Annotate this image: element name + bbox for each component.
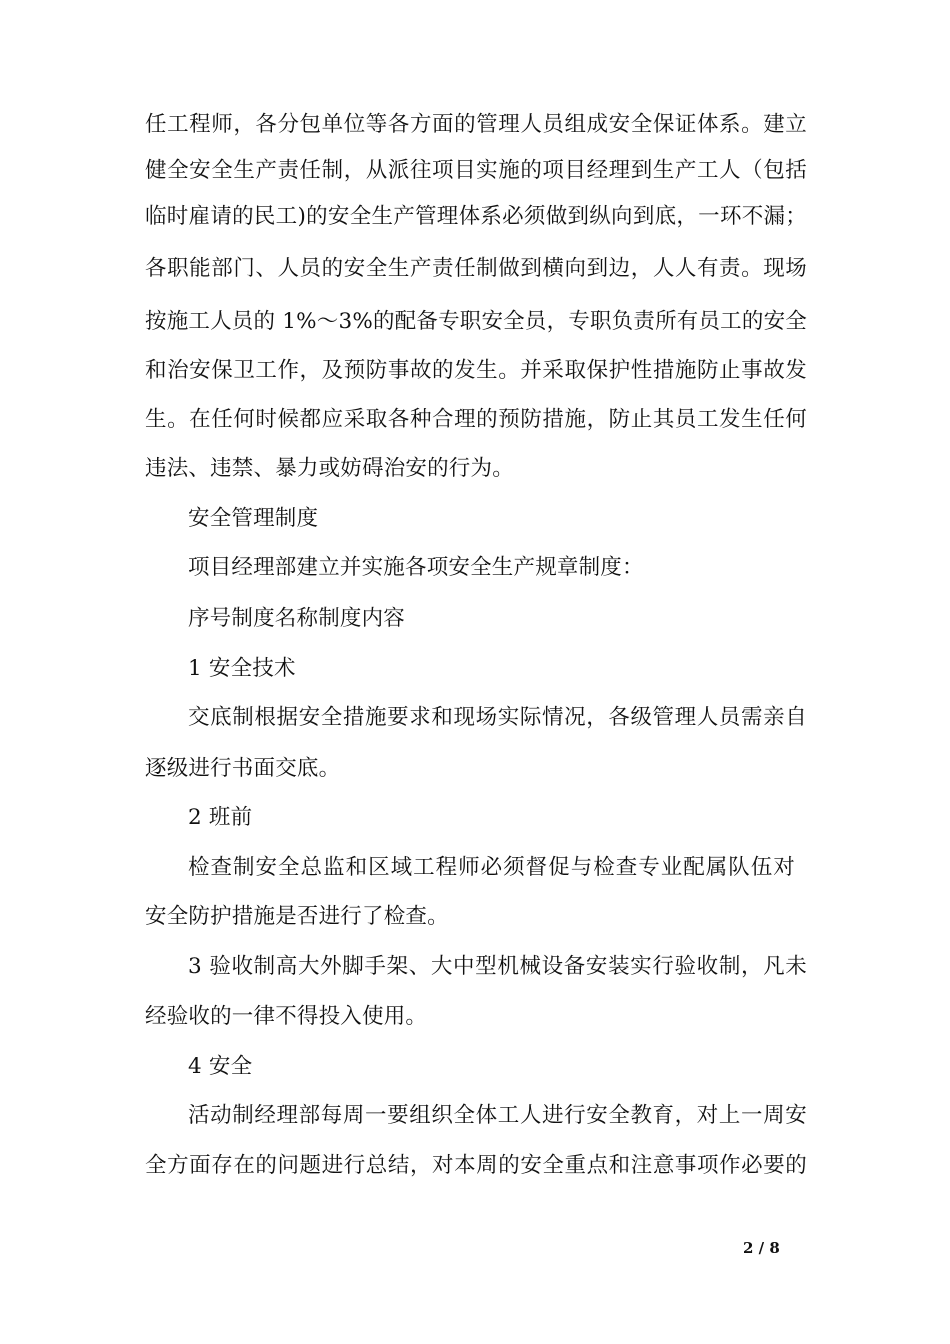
table-header-line: 序号制度名称制度内容 [188,606,406,631]
list-item-number: 2 班前 [188,805,253,830]
list-item-number: 4 安全 [188,1054,253,1079]
paragraph-line: 临时雇请的民工)的安全生产管理体系必须做到纵向到底，一环不漏； [145,204,807,229]
paragraph-line: 全方面存在的问题进行总结，对本周的安全重点和注意事项作必要的 [145,1153,807,1178]
paragraph-line: 和治安保卫工作，及预防事故的发生。并采取保护性措施防止事故发 [145,358,807,383]
paragraph-line: 生。在任何时候都应采取各种合理的预防措施，防止其员工发生任何 [145,407,807,432]
paragraph-line: 违法、违禁、暴力或妨碍治安的行为。 [145,456,514,481]
paragraph-line: 各职能部门、人员的安全生产责任制做到横向到边，人人有责。现场 [145,256,807,281]
paragraph-line: 逐级进行书面交底。 [145,756,341,781]
paragraph-line: 安全防护措施是否进行了检查。 [145,904,449,929]
paragraph-line: 活动制经理部每周一要组织全体工人进行安全教育，对上一周安 [188,1103,807,1128]
section-heading: 安全管理制度 [188,506,319,531]
paragraph-line: 任工程师，各分包单位等各方面的管理人员组成安全保证体系。建立 [145,112,807,137]
paragraph-line: 检查制安全总监和区域工程师必须督促与检查专业配属队伍对 [188,855,795,880]
list-item-number: 1 安全技术 [188,656,296,681]
paragraph-line: 健全安全生产责任制，从派往项目实施的项目经理到生产工人（包括 [145,158,807,183]
paragraph-line: 3 验收制高大外脚手架、大中型机械设备安装实行验收制，凡未 [188,954,807,979]
paragraph-line: 按施工人员的 1%～3%的配备专职安全员，专职负责所有员工的安全 [145,309,807,334]
paragraph-line: 交底制根据安全措施要求和现场实际情况，各级管理人员需亲自 [188,705,807,730]
paragraph-line: 经验收的一律不得投入使用。 [145,1004,428,1029]
page-number: 2 / 8 [743,1239,780,1257]
paragraph-line: 项目经理部建立并实施各项安全生产规章制度： [188,555,644,580]
